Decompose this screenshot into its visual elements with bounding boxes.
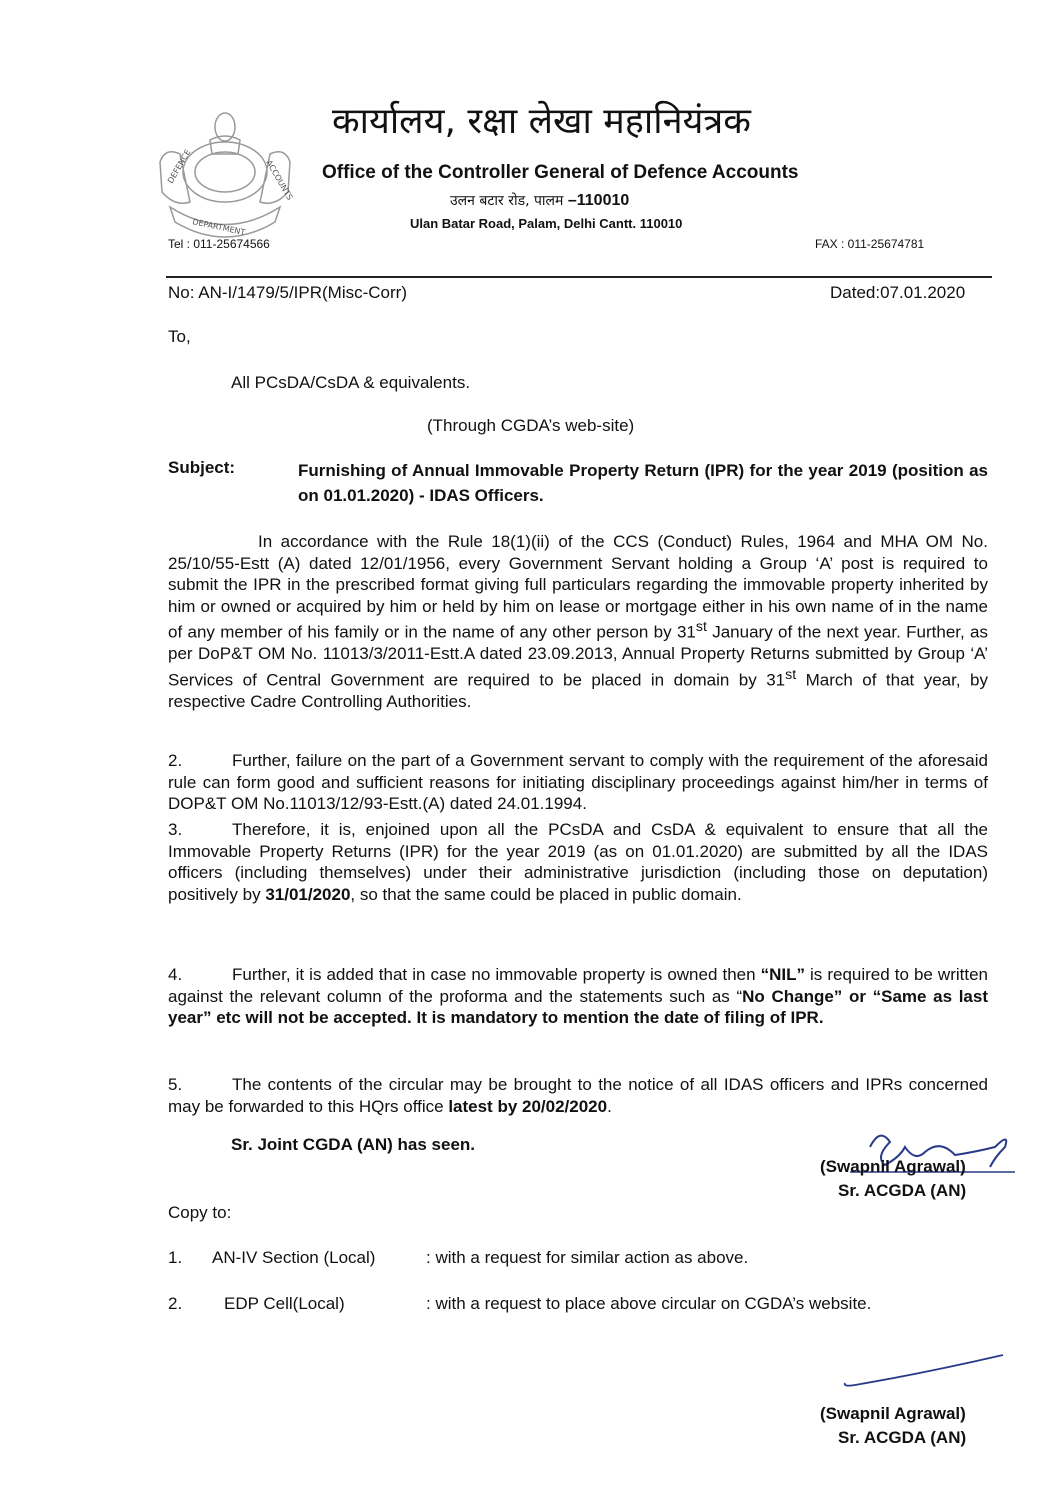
p5-deadline: latest by 20/02/2020 [448,1096,608,1116]
p1-sup-1: st [695,619,707,635]
letterhead-divider [166,276,992,278]
emblem-text-right: ACCOUNTS [264,158,295,202]
paragraph-1 [168,531,988,712]
paragraph-5 [168,1074,988,1117]
p1-text-c: March of that year, by respective Cadre Controlling Authorities. [168,670,988,711]
p1-text-b: January of the next year. Further, as per DoP&T OM No. 11013/3/2011-Estt.A dated 23.09.2013, Annual Property Returns submitted by Group ‘A’ Services of Central Government are required to be placed in domain by 31 [168,622,989,690]
signatory-name: (Swapnil Agrawal) [820,1157,966,1176]
p4-text-b: is required to be written against the relevant column of the proforma and the statements such as “ [168,965,988,1006]
through-note: (Through CGDA’s web-site) [427,416,635,435]
signatory-bottom-title: Sr. ACGDA (AN) [838,1428,967,1447]
signatory-title: Sr. ACGDA (AN) [838,1181,967,1200]
paragraph-3 [168,819,988,905]
office-title-hindi: कार्यालय, रक्षा लेखा महानियंत्रक [332,101,751,142]
copy-item-name: AN-IV Section (Local) [212,1248,376,1267]
p3-text-b: , so that the same could be placed in public domain. [350,884,742,904]
p5-text-a: The contents of the circular may be brought to the notice of all IDAS officers and IPRs concerned may be forwarded to this HQrs office [168,1075,988,1116]
signature-2 [835,1345,1010,1395]
date: Dated:07.01.2020 [830,283,966,302]
p4-text-a: Further, it is added that in case no immovable property is owned then [232,965,761,984]
fax-number: FAX : 011-25674781 [815,237,925,251]
emblem-text-bottom: DEPARTMENT [191,217,246,238]
p1-sup-2: st [785,666,797,683]
address-english: Ulan Batar Road, Palam, Delhi Cantt. 110010 [410,216,683,231]
p3-deadline: 31/01/2020 [265,884,351,904]
telephone-number: Tel : 011-25674566 [168,237,270,251]
copy-item-description: : with a request for similar action as above. [426,1248,749,1267]
p5-number: 5. [168,1075,183,1094]
address-hindi-text: उलन बटार रोड, पालम [450,193,564,209]
p2-text: Further, failure on the part of a Government servant to comply with the requirement of the aforesaid rule can form good and sufficient reasons for initiating disciplinary proceedings against him/her in terms of DOP&T OM No.11013/12/93-Estt.(A) dated 24.01.1994. [168,751,988,813]
signatory-bottom-name: (Swapnil Agrawal) [820,1404,966,1423]
department-emblem-icon [150,92,300,242]
copy-item-number: 1. [168,1248,183,1267]
seen-note: Sr. Joint CGDA (AN) has seen. [231,1135,476,1154]
reference-number: No: AN-I/1479/5/IPR(Misc-Corr) [168,283,407,302]
copy-to-label: Copy to: [168,1203,232,1222]
paragraph-4 [168,964,988,1029]
subject-label: Subject: [168,458,236,477]
emblem-text-left: DEFENCE [165,148,193,185]
copy-item-number: 2. [168,1294,183,1313]
address-hindi-pin: –110010 [563,192,630,209]
p2-number: 2. [168,751,183,770]
paragraph-2 [168,750,988,815]
copy-item-description: : with a request to place above circular on CGDA’s website. [426,1294,872,1313]
p4-number: 4. [168,965,183,984]
address-hindi [450,191,629,210]
p4-mandatory-note: No Change” or “Same as last year” etc will not be accepted. It is mandatory to mention the date of filing of IPR. [168,986,988,1027]
p3-number: 3. [168,820,183,839]
recipients: All PCsDA/CsDA & equivalents. [231,373,471,392]
p4-nil: “NIL” [760,965,805,984]
subject-text: Furnishing of Annual Immovable Property Return (IPR) for the year 2019 (position as on 01.01.2020) - IDAS Officers. [298,461,988,505]
office-name: Office of the Controller General of Defence Accounts [322,162,799,183]
p1-text-a: In accordance with the Rule 18(1)(ii) of the CCS (Conduct) Rules, 1964 and MHA OM No. 25/10/55-Estt (A) dated 12/01/1956, every Government Servant holding a Group ‘A’ post is required to submit the IPR in the prescribed format giving full particulars regarding the immovable property inherited by him or owned or acquired by him or held by him on lease or mortgage either in his own name of in the name of any member of his family or in the name of any other person by 31 [168,532,988,642]
to-label: To, [168,327,191,346]
p5-text-b: . [607,1096,612,1116]
p3-text-a: Therefore, it is, enjoined upon all the PCsDA and CsDA & equivalent to ensure that all the Immovable Property Returns (IPR) for the year 2019 (as on 01.01.2020) are submitted by all the IDAS officers (including themselves) under their administrative jurisdiction (including those on deputation) positively by [168,820,988,904]
copy-item-name: EDP Cell(Local) [224,1294,345,1313]
